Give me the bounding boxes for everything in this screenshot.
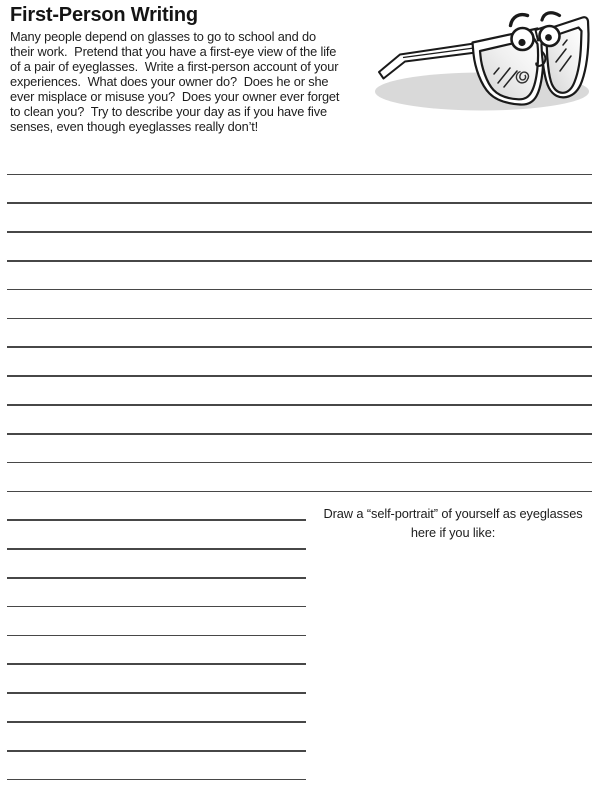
writing-line	[7, 202, 592, 204]
writing-line	[7, 606, 306, 608]
writing-line	[7, 577, 306, 579]
writing-line	[7, 404, 592, 406]
draw-prompt-line-1: Draw a “self-portrait” of yourself as eyeglasses	[323, 506, 583, 521]
writing-line	[7, 289, 592, 291]
writing-line	[7, 692, 306, 694]
intro-line: to clean you? Try to describe your day as if you have five	[10, 104, 327, 119]
writing-line	[7, 548, 306, 550]
intro-line: their work. Pretend that you have a first-eye view of the life	[10, 44, 337, 59]
writing-line	[7, 462, 592, 464]
writing-line	[7, 346, 592, 348]
draw-prompt	[306, 505, 600, 542]
intro-line: Many people depend on glasses to go to school and do	[10, 29, 316, 44]
page-title: First-Person Writing	[10, 4, 198, 26]
writing-line	[7, 779, 306, 781]
writing-line	[7, 318, 592, 320]
writing-line	[7, 721, 306, 723]
writing-line	[7, 663, 306, 665]
writing-line	[7, 375, 592, 377]
intro-line: senses, even though eyeglasses really don’t!	[10, 119, 259, 134]
writing-line	[7, 231, 592, 233]
writing-line	[7, 635, 306, 637]
intro-line: experiences. What does your owner do? Does he or she	[10, 74, 329, 89]
writing-line	[7, 491, 592, 493]
writing-line	[7, 433, 592, 435]
writing-line	[7, 750, 306, 752]
draw-prompt-line-2: here if you like:	[410, 524, 496, 540]
writing-line	[7, 519, 306, 521]
writing-line	[7, 174, 592, 176]
intro-line: ever misplace or misuse you? Does your owner ever forget	[10, 89, 340, 104]
intro-line: of a pair of eyeglasses. Write a first-person account of your	[10, 59, 339, 74]
writing-line	[7, 260, 592, 262]
